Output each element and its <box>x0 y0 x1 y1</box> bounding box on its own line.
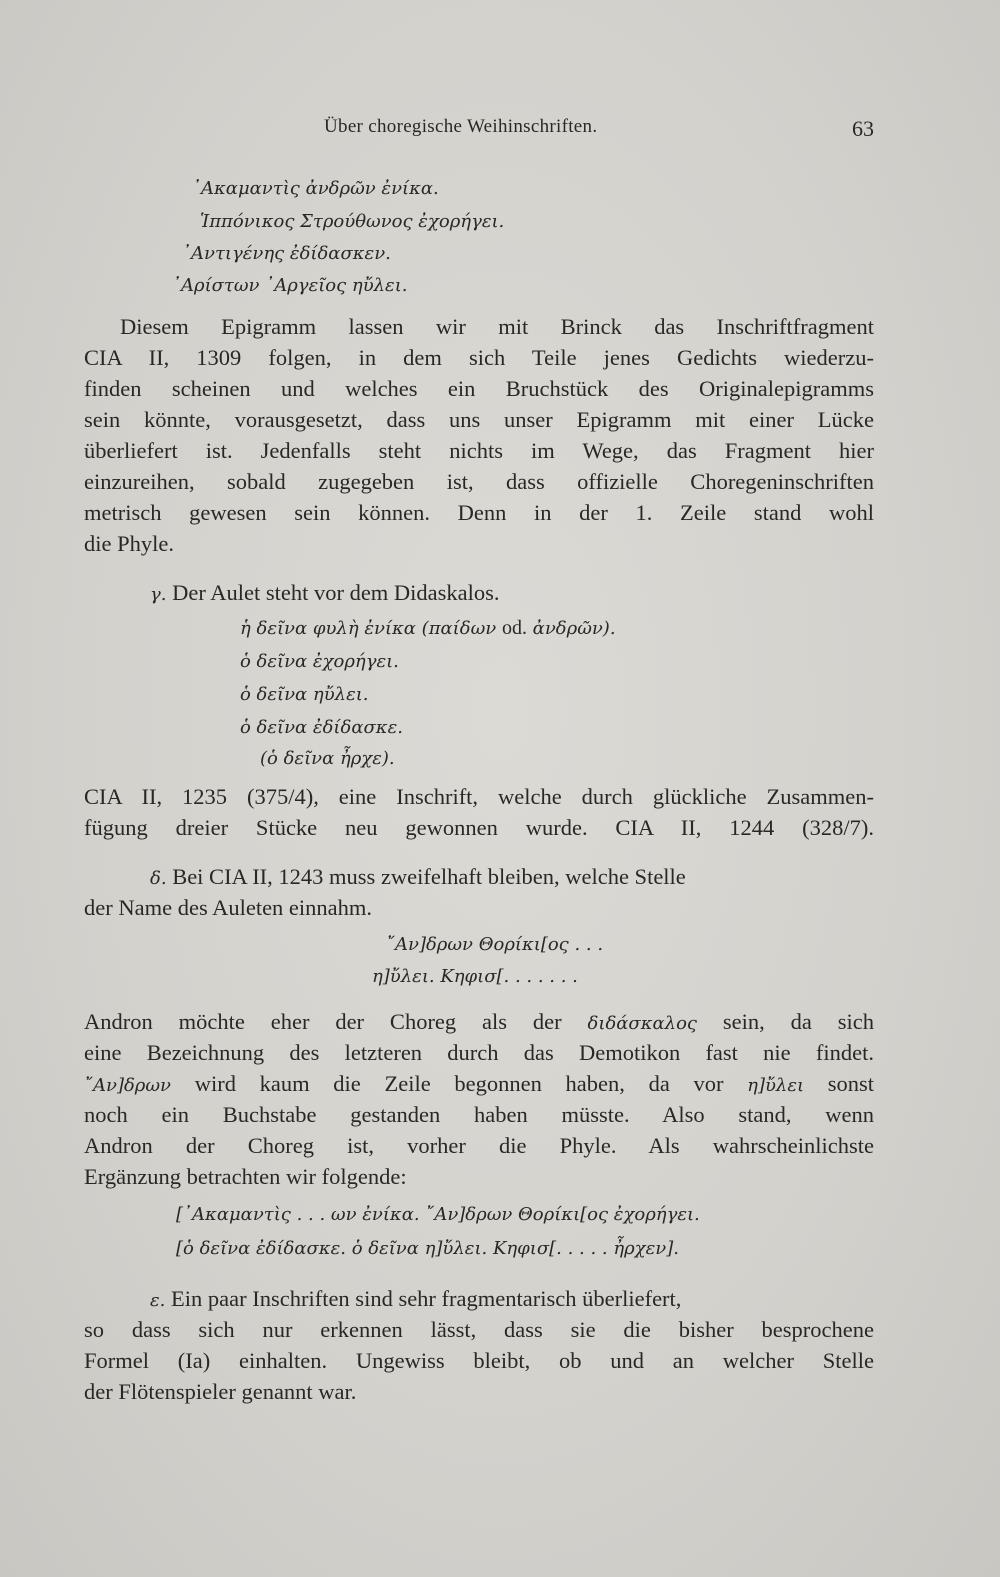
paragraph-line: einzureihen, sobald zugegeben ist, dass offizielle Choregeninschriften <box>84 469 874 494</box>
formula-line <box>240 614 616 642</box>
paragraph-line <box>84 1069 874 1099</box>
running-head: Über choregische Weihinschriften. <box>324 116 598 137</box>
epigram-line: Ἱππόνικος Στρούθωνος ἐχορήγει. <box>200 211 505 232</box>
text-run: wird kaum die Zeile begonnen haben, da vor <box>194 1071 724 1096</box>
paragraph-line: sein könnte, vorausgesetzt, dass uns unser Epigramm mit einer Lücke <box>84 407 874 432</box>
paragraph-line: metrisch gewesen sein können. Denn in der 1. Zeile stand wohl <box>84 500 874 525</box>
formula-latin: od. <box>501 617 527 639</box>
section-gamma-heading <box>150 578 500 608</box>
paragraph-line: überliefert ist. Jedenfalls steht nichts im Wege, das Fragment hier <box>84 438 874 463</box>
inscription-line: η]ὔλει. Κηφισ[. . . . . . . <box>372 966 578 987</box>
paragraph-line: CIA II, 1309 folgen, in dem sich Teile jenes Gedichts wiederzu- <box>84 345 874 370</box>
paragraph-line: so dass sich nur erkennen lässt, dass sie die bisher besprochene <box>84 1317 874 1342</box>
inscription-line: ῎Αν]δρων Θορίκι[ος . . . <box>386 934 604 955</box>
paragraph-line <box>84 1007 874 1037</box>
section-marker: δ. <box>150 868 167 889</box>
section-text: Bei CIA II, 1243 muss zweifelhaft bleiben, welche Stelle <box>172 864 686 889</box>
formula-line: (ὁ δεῖνα ἦρχε). <box>260 748 395 769</box>
section-epsilon-first-line <box>150 1284 874 1314</box>
formula-greek: ἀνδρῶν). <box>532 618 616 639</box>
text-run: sein, da sich <box>722 1009 875 1034</box>
text-run: Andron möchte eher der Choreg als der <box>84 1009 562 1034</box>
paragraph-line: finden scheinen und welches ein Bruchstück des Originalepigramms <box>84 376 874 401</box>
section-text: Ein paar Inschriften sind sehr fragmentarisch überliefert, <box>171 1286 682 1311</box>
formula-line: ὁ δεῖνα ἐχορήγει. <box>240 651 399 672</box>
page-header <box>84 116 874 144</box>
formula-line: ὁ δεῖνα ἐδίδασκε. <box>240 717 403 738</box>
formula-line: ὁ δεῖνα ηὔλει. <box>240 684 369 705</box>
paragraph-line: der Name des Auleten einnahm. <box>84 895 373 920</box>
restoration-line: [᾿Ακαμαντὶς . . . ων ἐνίκα. ῎Αν]δρων Θορίκι[ος ἐχορήγει. <box>176 1204 700 1225</box>
greek-word: η]ὔλει <box>747 1075 805 1096</box>
paragraph-line: Diesem Epigramm lassen wir mit Brinck das Inschriftfragment <box>120 314 874 339</box>
paragraph-line: Andron der Choreg ist, vorher die Phyle. Als wahrscheinlichste <box>84 1133 874 1158</box>
paragraph-line: fügung dreier Stücke neu gewonnen wurde. CIA II, 1244 (328/7). <box>84 815 874 840</box>
formula-greek: ἡ δεῖνα φυλὴ ἐνίκα (παίδων <box>240 618 497 639</box>
section-delta-first-line <box>150 862 874 892</box>
paragraph-line: noch ein Buchstabe gestanden haben müsste. Also stand, wenn <box>84 1102 874 1127</box>
epigram-line: ᾿Αρίστων ᾿Αργεῖος ηὔλει. <box>172 275 408 296</box>
epigram-line: ᾿Αντιγένης ἐδίδασκεν. <box>182 243 391 264</box>
paragraph-line: der Flötenspieler genannt war. <box>84 1379 357 1404</box>
text-run: sonst <box>827 1071 874 1096</box>
greek-word: ῎Αν]δρων <box>84 1075 172 1096</box>
epigram-line: ᾿Ακαμαντὶς ἀνδρῶν ἐνίκα. <box>192 178 439 199</box>
paragraph-line: Formel (Ia) einhalten. Ungewiss bleibt, ob und an welcher Stelle <box>84 1348 874 1373</box>
restoration-line: [ὁ δεῖνα ἐδίδασκε. ὁ δεῖνα η]ὔλει. Κηφισ[. . . . . ἦρχεν]. <box>176 1238 679 1259</box>
paragraph-line: Ergänzung betrachten wir folgende: <box>84 1164 407 1189</box>
section-heading-text: Der Aulet steht vor dem Didaskalos. <box>172 580 500 605</box>
section-marker: ε. <box>150 1290 166 1311</box>
paragraph-line: die Phyle. <box>84 531 174 556</box>
section-marker: γ. <box>150 584 167 605</box>
page-number: 63 <box>852 116 874 141</box>
paragraph-line: eine Bezeichnung des letzteren durch das Demotikon fast nie findet. <box>84 1040 874 1065</box>
paragraph-line: CIA II, 1235 (375/4), eine Inschrift, welche durch glückliche Zusammen- <box>84 784 874 809</box>
greek-word: διδάσκαλος <box>587 1013 698 1034</box>
